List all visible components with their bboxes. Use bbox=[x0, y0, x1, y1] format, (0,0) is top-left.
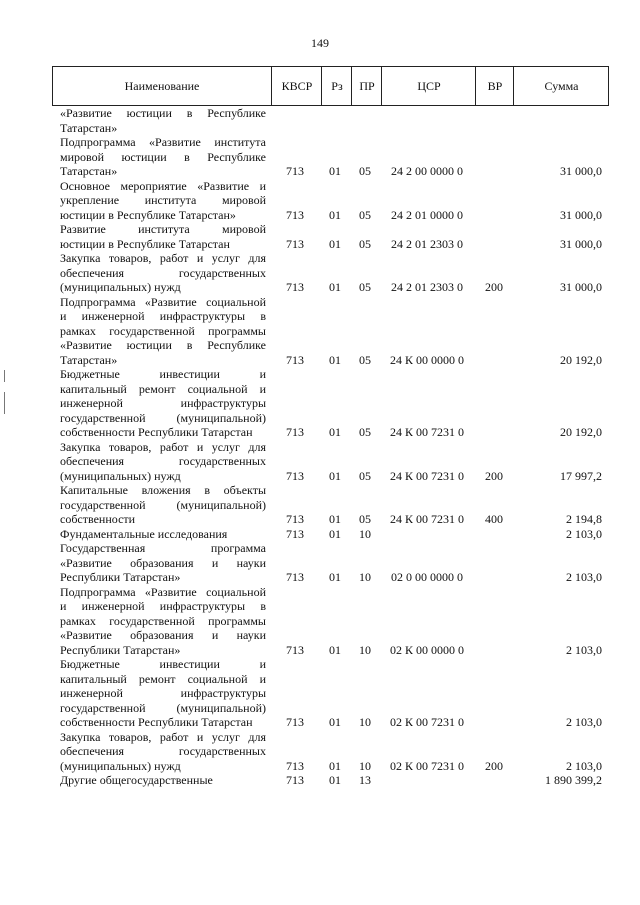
row-name-line: и инженерной инфраструктуры в bbox=[60, 599, 266, 613]
row-pr: 10 bbox=[359, 526, 371, 541]
row-rz: 01 bbox=[329, 642, 341, 657]
row-name-line: капитальный ремонт социальной и bbox=[60, 671, 266, 686]
table-row bbox=[0, 657, 640, 730]
row-rz: 01 bbox=[329, 280, 341, 294]
row-csr: 24 2 00 0000 0 bbox=[391, 164, 463, 178]
row-sum: 20 192,0 bbox=[560, 425, 602, 439]
col-rz-header: Рз bbox=[321, 67, 352, 105]
row-name-line: собственности Республики Татарстан bbox=[60, 425, 253, 439]
table-row bbox=[0, 367, 640, 440]
row-name-line: Татарстан» bbox=[60, 120, 118, 135]
row-rz: 01 bbox=[329, 164, 341, 178]
row-name bbox=[60, 135, 266, 179]
page-number: 149 bbox=[311, 36, 329, 50]
row-name-line: государственной (муниципальной) bbox=[60, 410, 266, 425]
table-row bbox=[0, 527, 640, 542]
row-rz: 01 bbox=[329, 526, 341, 541]
row-sum: 20 192,0 bbox=[560, 352, 602, 367]
row-name bbox=[60, 222, 266, 251]
table-row bbox=[0, 541, 640, 585]
row-sum: 31 000,0 bbox=[560, 207, 602, 222]
row-kvsr: 713 bbox=[286, 526, 304, 541]
row-name-line: рамках государственной программы bbox=[60, 323, 266, 338]
row-name-line: Республики Татарстан» bbox=[60, 570, 181, 584]
row-rz: 01 bbox=[329, 207, 341, 222]
row-name-line: капитальный ремонт социальной и bbox=[60, 381, 266, 396]
row-name-line: государственной (муниципальной) bbox=[60, 700, 266, 715]
row-kvsr: 713 bbox=[286, 236, 304, 251]
row-csr: 24 К 00 0000 0 bbox=[389, 352, 464, 367]
row-kvsr: 713 bbox=[286, 425, 304, 439]
row-pr: 05 bbox=[359, 164, 371, 178]
row-csr: 02 К 00 0000 0 bbox=[389, 642, 464, 657]
row-name-line: обеспечения государственных bbox=[60, 454, 266, 468]
table-row bbox=[0, 179, 640, 223]
col-vr-header: ВР bbox=[475, 67, 514, 105]
row-kvsr: 713 bbox=[286, 758, 304, 773]
row-pr: 10 bbox=[359, 758, 371, 773]
row-kvsr: 713 bbox=[286, 773, 304, 787]
table-row bbox=[0, 730, 640, 774]
row-name-line: и инженерной инфраструктуры в bbox=[60, 309, 266, 323]
row-name-line: Развитие института мировой bbox=[60, 222, 266, 236]
row-pr: 05 bbox=[359, 280, 371, 294]
table-row bbox=[0, 106, 640, 135]
row-name-line: «Развитие образования и науки bbox=[60, 555, 266, 570]
row-vr: 200 bbox=[485, 758, 503, 773]
col-csr-header: ЦСР bbox=[381, 67, 476, 105]
row-name bbox=[60, 367, 266, 440]
row-kvsr: 713 bbox=[286, 715, 304, 729]
row-name bbox=[60, 730, 266, 774]
row-name-line: Основное мероприятие «Развитие и bbox=[60, 178, 266, 193]
table-row bbox=[0, 440, 640, 484]
row-kvsr: 713 bbox=[286, 642, 304, 657]
row-csr: 24 К 00 7231 0 bbox=[389, 468, 464, 483]
row-kvsr: 713 bbox=[286, 468, 304, 483]
col-sum-header: Сумма bbox=[513, 67, 609, 105]
row-name bbox=[60, 527, 266, 542]
row-pr: 05 bbox=[359, 236, 371, 251]
row-name-line: «Развитие юстиции в Республике bbox=[60, 106, 266, 120]
row-csr: 24 К 00 7231 0 bbox=[389, 512, 464, 526]
row-name-line: юстиции в Республике Татарстан» bbox=[60, 207, 236, 222]
row-sum: 2 103,0 bbox=[566, 570, 602, 584]
table-row bbox=[0, 251, 640, 295]
row-rz: 01 bbox=[329, 468, 341, 483]
row-vr: 200 bbox=[485, 468, 503, 483]
row-name-line: Капитальные вложения в объекты bbox=[60, 483, 266, 497]
row-rz: 01 bbox=[329, 758, 341, 773]
row-name-line: Закупка товаров, работ и услуг для bbox=[60, 729, 266, 744]
table-row bbox=[0, 222, 640, 251]
row-kvsr: 713 bbox=[286, 164, 304, 178]
table-row bbox=[0, 295, 640, 368]
row-name-line: обеспечения государственных bbox=[60, 744, 266, 758]
col-kvsr-header: КВСР bbox=[271, 67, 322, 105]
row-kvsr: 713 bbox=[286, 280, 304, 294]
row-pr: 05 bbox=[359, 207, 371, 222]
row-name-line: Бюджетные инвестиции и bbox=[60, 657, 266, 671]
row-pr: 10 bbox=[359, 715, 371, 729]
row-sum: 31 000,0 bbox=[560, 280, 602, 294]
row-kvsr: 713 bbox=[286, 207, 304, 222]
row-pr: 05 bbox=[359, 468, 371, 483]
row-name-line: «Развитие образования и науки bbox=[60, 628, 266, 642]
row-sum: 2 103,0 bbox=[566, 642, 602, 657]
row-csr: 24 2 01 2303 0 bbox=[391, 236, 463, 251]
row-name-line: Республики Татарстан» bbox=[60, 642, 181, 657]
row-rz: 01 bbox=[329, 773, 341, 787]
row-name-line: «Развитие юстиции в Республике bbox=[60, 338, 266, 352]
row-sum: 2 103,0 bbox=[566, 715, 602, 729]
row-sum: 31 000,0 bbox=[560, 236, 602, 251]
row-name-line: Фундаментальные исследования bbox=[60, 526, 228, 541]
row-name-line: Закупка товаров, работ и услуг для bbox=[60, 439, 266, 454]
row-name-line: укрепление института мировой bbox=[60, 193, 266, 207]
row-rz: 01 bbox=[329, 570, 341, 584]
row-rz: 01 bbox=[329, 236, 341, 251]
row-name bbox=[60, 773, 266, 788]
table-row bbox=[0, 135, 640, 179]
row-pr: 05 bbox=[359, 352, 371, 367]
row-name bbox=[60, 541, 266, 585]
row-name-line: Татарстан» bbox=[60, 352, 118, 367]
row-csr: 24 К 00 7231 0 bbox=[389, 425, 464, 439]
row-name bbox=[60, 106, 266, 135]
row-rz: 01 bbox=[329, 715, 341, 729]
row-name-line: государственной (муниципальной) bbox=[60, 497, 266, 512]
row-sum: 2 194,8 bbox=[566, 512, 602, 526]
row-sum: 2 103,0 bbox=[566, 758, 602, 773]
row-name-line: Подпрограмма «Развитие института bbox=[60, 135, 266, 149]
row-kvsr: 713 bbox=[286, 570, 304, 584]
row-name bbox=[60, 657, 266, 730]
row-csr: 24 2 01 0000 0 bbox=[391, 207, 463, 222]
table-row bbox=[0, 773, 640, 788]
row-name-line: собственности Республики Татарстан bbox=[60, 715, 253, 729]
row-name bbox=[60, 585, 266, 658]
row-rz: 01 bbox=[329, 512, 341, 526]
row-kvsr: 713 bbox=[286, 512, 304, 526]
row-vr: 400 bbox=[485, 512, 503, 526]
row-name-line: Подпрограмма «Развитие социальной bbox=[60, 584, 266, 599]
col-pr-header: ПР bbox=[351, 67, 382, 105]
row-pr: 10 bbox=[359, 642, 371, 657]
row-name-line: рамках государственной программы bbox=[60, 613, 266, 628]
row-rz: 01 bbox=[329, 425, 341, 439]
row-csr: 02 К 00 7231 0 bbox=[389, 758, 464, 773]
row-pr: 05 bbox=[359, 512, 371, 526]
row-csr: 02 0 00 0000 0 bbox=[391, 570, 463, 584]
row-vr: 200 bbox=[485, 280, 503, 294]
row-name-line: (муниципальных) нужд bbox=[60, 758, 181, 773]
table-row bbox=[0, 585, 640, 658]
row-name-line: Государственная программа bbox=[60, 541, 266, 555]
row-name bbox=[60, 440, 266, 484]
row-sum: 1 890 399,2 bbox=[545, 773, 602, 787]
table-row bbox=[0, 483, 640, 527]
row-name bbox=[60, 179, 266, 223]
table-header bbox=[52, 66, 609, 106]
row-name-line: Татарстан» bbox=[60, 164, 118, 178]
row-csr: 02 К 00 7231 0 bbox=[389, 715, 464, 729]
row-sum: 2 103,0 bbox=[566, 526, 602, 541]
row-name-line: юстиции в Республике Татарстан bbox=[60, 236, 230, 251]
col-name-header: Наименование bbox=[124, 79, 200, 93]
row-name-line: Подпрограмма «Развитие социальной bbox=[60, 294, 266, 309]
row-pr: 13 bbox=[359, 773, 371, 787]
row-sum: 17 997,2 bbox=[560, 468, 602, 483]
row-name-line: инженерной инфраструктуры bbox=[60, 686, 266, 700]
row-name-line: инженерной инфраструктуры bbox=[60, 396, 266, 410]
row-kvsr: 713 bbox=[286, 352, 304, 367]
row-name-line: Закупка товаров, работ и услуг для bbox=[60, 251, 266, 265]
row-name-line: (муниципальных) нужд bbox=[60, 280, 181, 294]
row-pr: 05 bbox=[359, 425, 371, 439]
row-rz: 01 bbox=[329, 352, 341, 367]
row-name-line: собственности bbox=[60, 512, 136, 526]
row-name bbox=[60, 483, 266, 527]
row-name-line: (муниципальных) нужд bbox=[60, 468, 181, 483]
row-csr: 24 2 01 2303 0 bbox=[391, 280, 463, 294]
row-name bbox=[60, 251, 266, 295]
row-name-line: обеспечения государственных bbox=[60, 265, 266, 280]
row-pr: 10 bbox=[359, 570, 371, 584]
row-name-line: Бюджетные инвестиции и bbox=[60, 367, 266, 381]
row-sum: 31 000,0 bbox=[560, 164, 602, 178]
row-name bbox=[60, 295, 266, 368]
row-name-line: мировой юстиции в Республике bbox=[60, 149, 266, 164]
row-name-line: Другие общегосударственные bbox=[60, 773, 213, 787]
